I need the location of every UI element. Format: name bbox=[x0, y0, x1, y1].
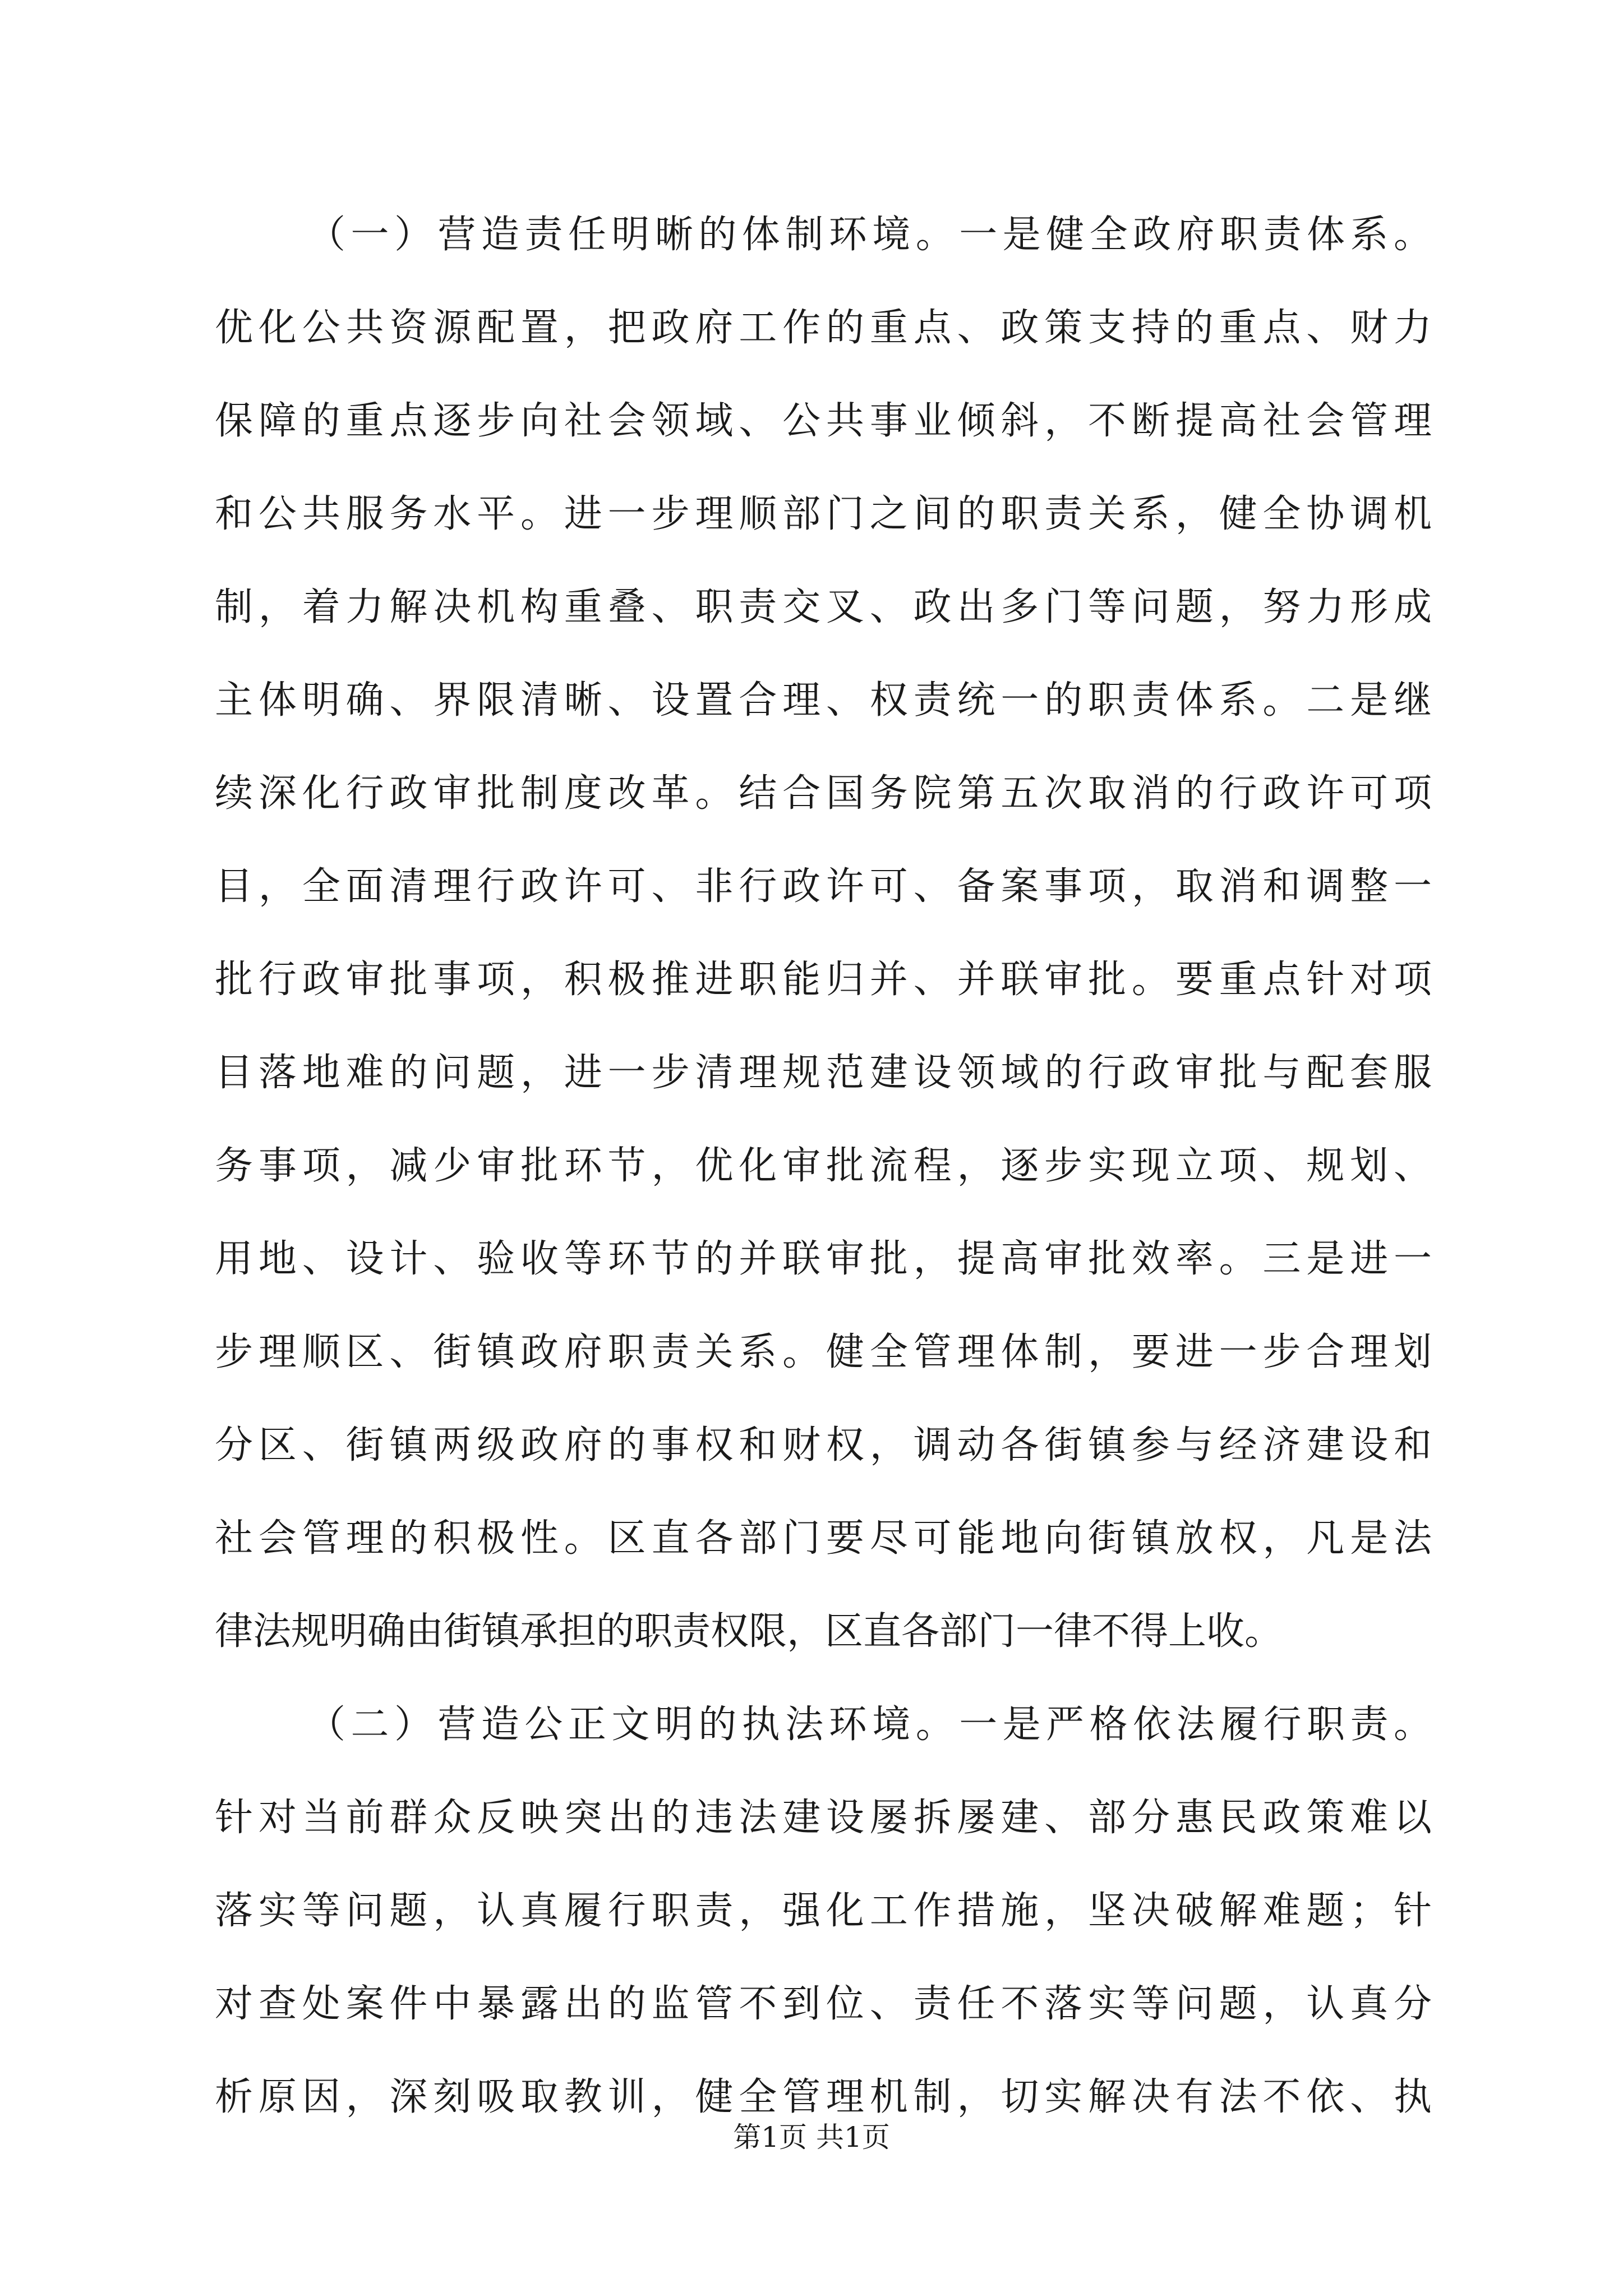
paragraph-line: 批行政审批事项，积极推进职能归并、并联审批。要重点针对项 bbox=[215, 958, 1432, 1002]
paragraph-line: 续深化行政审批制度改革。结合国务院第五次取消的行政许可项 bbox=[215, 771, 1432, 816]
paragraph-line: 用地、设计、验收等环节的并联审批，提高审批效率。三是进一 bbox=[215, 1237, 1432, 1281]
paragraph-line: 务事项，减少审批环节，优化审批流程，逐步实现立项、规划、 bbox=[215, 1144, 1432, 1188]
paragraph-line: 步理顺区、街镇政府职责关系。健全管理体制，要进一步合理划 bbox=[215, 1330, 1432, 1374]
paragraph-line: 目，全面清理行政许可、非行政许可、备案事项，取消和调整一 bbox=[215, 864, 1432, 909]
paragraph-line: （一）营造责任明晰的体制环境。一是健全政府职责体系。 bbox=[307, 213, 1432, 257]
paragraph-line: 优化公共资源配置，把政府工作的重点、政策支持的重点、财力 bbox=[215, 306, 1432, 350]
paragraph-line: 分区、街镇两级政府的事权和财权，调动各街镇参与经济建设和 bbox=[215, 1423, 1432, 1467]
paragraph-line: 保障的重点逐步向社会领域、公共事业倾斜，不断提高社会管理 bbox=[215, 399, 1432, 443]
paragraph-line: 主体明确、界限清晰、设置合理、权责统一的职责体系。二是继 bbox=[215, 678, 1432, 723]
paragraph-2 bbox=[215, 1678, 1432, 2144]
paragraph-line: 社会管理的积极性。区直各部门要尽可能地向街镇放权，凡是法 bbox=[215, 1516, 1432, 1561]
page-footer: 第1页 共1页 bbox=[733, 2121, 890, 2154]
paragraph-line: 析原因，深刻吸取教训，健全管理机制，切实解决有法不依、执 bbox=[215, 2075, 1432, 2119]
paragraph-line: 对查处案件中暴露出的监管不到位、责任不落实等问题，认真分 bbox=[215, 1982, 1432, 2026]
paragraph-line: 和公共服务水平。进一步理顺部门之间的职责关系，健全协调机 bbox=[215, 492, 1432, 536]
document-body bbox=[215, 188, 1432, 2144]
paragraph-line: 目落地难的问题，进一步清理规范建设领域的行政审批与配套服 bbox=[215, 1051, 1432, 1095]
paragraph-line: （二）营造公正文明的执法环境。一是严格依法履行职责。 bbox=[307, 1703, 1432, 1747]
paragraph-line: 律法规明确由街镇承担的职责权限，区直各部门一律不得上收。 bbox=[215, 1609, 1283, 1654]
paragraph-line: 制，着力解决机构重叠、职责交叉、政出多门等问题，努力形成 bbox=[215, 585, 1432, 629]
paragraph-line: 针对当前群众反映突出的违法建设屡拆屡建、部分惠民政策难以 bbox=[215, 1796, 1432, 1840]
paragraph-line: 落实等问题，认真履行职责，强化工作措施，坚决破解难题；针 bbox=[215, 1889, 1432, 1933]
paragraph-1 bbox=[215, 188, 1432, 1678]
